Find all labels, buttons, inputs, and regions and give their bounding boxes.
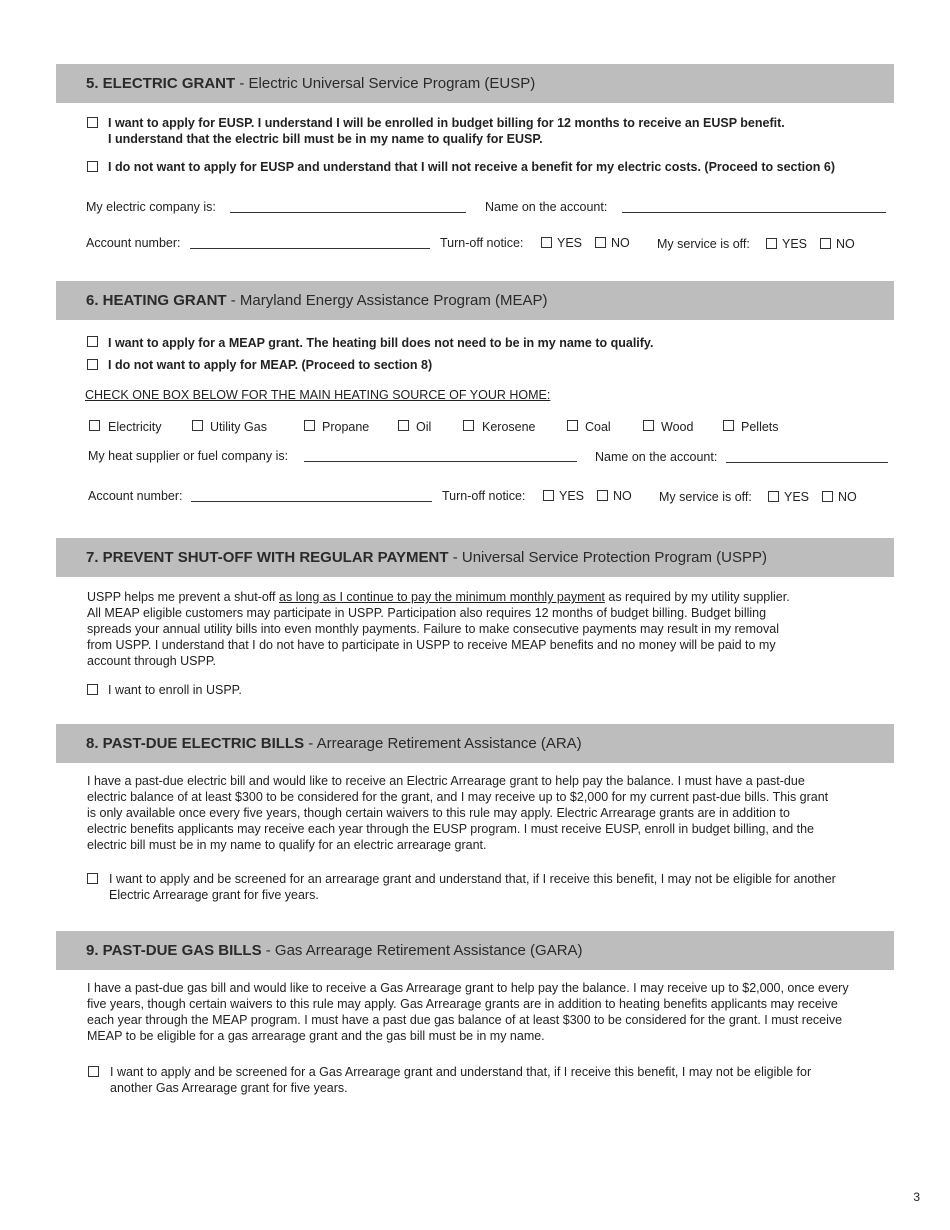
account-name-label: Name on the account: [485,200,608,214]
turnoff-yes-checkbox[interactable] [541,237,552,248]
eusp-apply-label-1: I want to apply for EUSP. I understand I will be enrolled in budget billing for 12 months to receive an EUSP benefit. [108,116,785,130]
source-coal-label: Coal [585,420,611,434]
gara-apply-checkbox[interactable] [88,1066,99,1077]
heat-turnoff-no-checkbox[interactable] [597,490,608,501]
ara-paragraph-line-5: electric bill must be in my name to qualify for an electric arrearage grant. [87,838,487,852]
heat-service-off-no-label: NO [838,490,857,504]
section-8-subtitle: - Arrearage Retirement Assistance (ARA) [304,735,582,752]
uspp-paragraph-line-3: spreads your annual utility bills into even monthly payments. Failure to make consecutive payments may result in my removal [87,622,779,636]
ara-paragraph-line-3: is only available once every five years, though certain waivers to this rule may apply. Electric Arrearage grants are in addition to [87,806,790,820]
heat-turnoff-yes-label: YES [559,489,585,503]
heat-service-off-label: My service is off: [659,490,752,504]
source-utility-gas-checkbox[interactable] [192,420,203,431]
source-pellets-checkbox[interactable] [723,420,734,431]
section-5-subtitle: - Electric Universal Service Program (EUSP) [235,75,536,92]
heat-turnoff-yes-checkbox[interactable] [543,490,554,501]
service-off-no-label: NO [836,237,855,251]
service-off-label: My service is off: [657,237,750,251]
gara-paragraph-line-1: I have a past-due gas bill and would like to receive a Gas Arrearage grant to help pay the balance. I may receive up to $2,000, once every [87,981,849,995]
uspp-paragraph-line-2: All MEAP eligible customers may participate in USPP. Participation also requires 12 months of budget billing. Budget billing [87,606,767,620]
ara-paragraph-line-2: electric balance of at least $300 to be considered for the grant, and I may receive up to $2,000 for my current past-due bills. This grant [87,790,829,804]
heating-source-heading: CHECK ONE BOX BELOW FOR THE MAIN HEATING SOURCE OF YOUR HOME: [85,388,551,402]
heat-service-off-yes-checkbox[interactable] [768,491,779,502]
heat-account-number-label: Account number: [88,489,183,503]
ara-apply-label-1: I want to apply and be screened for an arrearage grant and understand that, if I receive this benefit, I may not be eligible for another [109,872,836,886]
meap-apply-checkbox[interactable] [87,336,98,347]
turnoff-no-label: NO [611,236,630,250]
section-8-header [56,724,894,763]
uspp-paragraph-line-5: account through USPP. [87,654,217,668]
account-number-label: Account number: [86,236,181,250]
eusp-apply-label-2: I understand that the electric bill must be in my name to qualify for EUSP. [108,132,543,146]
service-off-yes-label: YES [782,237,808,251]
heat-supplier-label: My heat supplier or fuel company is: [88,449,289,463]
source-propane-label: Propane [322,420,370,434]
section-6-subtitle: - Maryland Energy Assistance Program (MEAP) [226,292,548,309]
source-coal-checkbox[interactable] [567,420,578,431]
uspp-text-pre: USPP helps me prevent a shut-off [87,590,280,604]
section-9-title: 9. PAST-DUE GAS BILLS [86,942,262,959]
source-oil-checkbox[interactable] [398,420,409,431]
heat-account-number-field[interactable] [191,501,432,502]
section-6-title: 6. HEATING GRANT [86,292,227,309]
turnoff-notice-label: Turn-off notice: [440,236,524,250]
gara-paragraph-line-3: each year through the MEAP program. I must have a past due gas balance of at least $300 to be considered for the grant. I must receive [87,1013,843,1027]
source-electricity-checkbox[interactable] [89,420,100,431]
heat-service-off-yes-label: YES [784,490,810,504]
account-name-field[interactable] [622,212,886,213]
section-8-title: 8. PAST-DUE ELECTRIC BILLS [86,735,305,752]
section-7-header [56,538,894,577]
turnoff-no-checkbox[interactable] [595,237,606,248]
meap-decline-checkbox[interactable] [87,359,98,370]
uspp-enroll-label: I want to enroll in USPP. [108,683,242,697]
uspp-paragraph-line-1 [87,589,790,605]
electric-company-field[interactable] [230,212,466,213]
section-9-header [56,931,894,970]
source-electricity-label: Electricity [108,420,162,434]
heat-supplier-field[interactable] [304,461,577,462]
source-propane-checkbox[interactable] [304,420,315,431]
source-oil-label: Oil [416,420,432,434]
gara-apply-label-2: another Gas Arrearage grant for five years. [110,1081,348,1095]
section-9-subtitle: - Gas Arrearage Retirement Assistance (GARA) [261,942,583,959]
heat-turnoff-no-label: NO [613,489,632,503]
gara-paragraph-line-4: MEAP to be eligible for a gas arrearage grant and the gas bill must be in my name. [87,1029,545,1043]
heat-turnoff-label: Turn-off notice: [442,489,526,503]
source-wood-label: Wood [661,420,694,434]
uspp-text-post: as required by my utility supplier. [604,590,790,604]
source-kerosene-label: Kerosene [482,420,536,434]
uspp-paragraph-line-4: from USPP. I understand that I do not have to participate in USPP to receive MEAP benefits and no money will be paid to my [87,638,776,652]
section-5-header [56,64,894,103]
service-off-yes-checkbox[interactable] [766,238,777,249]
heat-service-off-no-checkbox[interactable] [822,491,833,502]
ara-paragraph-line-1: I have a past-due electric bill and would like to receive an Electric Arrearage grant to help pay the balance. I must have a past-due [87,774,805,788]
source-wood-checkbox[interactable] [643,420,654,431]
eusp-decline-checkbox[interactable] [87,161,98,172]
eusp-decline-label: I do not want to apply for EUSP and understand that I will not receive a benefit for my electric costs. (Proceed to section 6) [108,160,835,174]
source-kerosene-checkbox[interactable] [463,420,474,431]
account-number-field[interactable] [190,248,430,249]
page-number: 3 [913,1190,920,1204]
heat-account-name-field[interactable] [726,462,888,463]
meap-decline-label: I do not want to apply for MEAP. (Proceed to section 8) [108,358,433,372]
eusp-apply-checkbox[interactable] [87,117,98,128]
ara-paragraph-line-4: electric benefits applicants may receive each year through the EUSP program. I must receive EUSP, enroll in budget billing, and the [87,822,815,836]
ara-apply-checkbox[interactable] [87,873,98,884]
service-off-no-checkbox[interactable] [820,238,831,249]
gara-apply-label-1: I want to apply and be screened for a Gas Arrearage grant and understand that, if I receive this benefit, I may not be eligible for [110,1065,812,1079]
section-6-header [56,281,894,320]
source-pellets-label: Pellets [741,420,779,434]
turnoff-yes-label: YES [557,236,583,250]
source-utility-gas-label: Utility Gas [210,420,267,434]
ara-apply-label-2: Electric Arrearage grant for five years. [109,888,319,902]
gara-paragraph-line-2: five years, though certain waivers to this rule may apply. Gas Arrearage grants are in addition to heating benefits applicants may receive [87,997,838,1011]
section-7-title: 7. PREVENT SHUT-OFF WITH REGULAR PAYMENT [86,549,449,566]
electric-company-label: My electric company is: [86,200,216,214]
section-7-subtitle: - Universal Service Protection Program (USPP) [448,549,767,566]
heat-account-name-label: Name on the account: [595,450,718,464]
uspp-text-underlined: as long as I continue to pay the minimum monthly payment [279,590,605,604]
meap-apply-label: I want to apply for a MEAP grant. The heating bill does not need to be in my name to qualify. [108,336,654,350]
uspp-enroll-checkbox[interactable] [87,684,98,695]
section-5-title: 5. ELECTRIC GRANT [86,75,236,92]
